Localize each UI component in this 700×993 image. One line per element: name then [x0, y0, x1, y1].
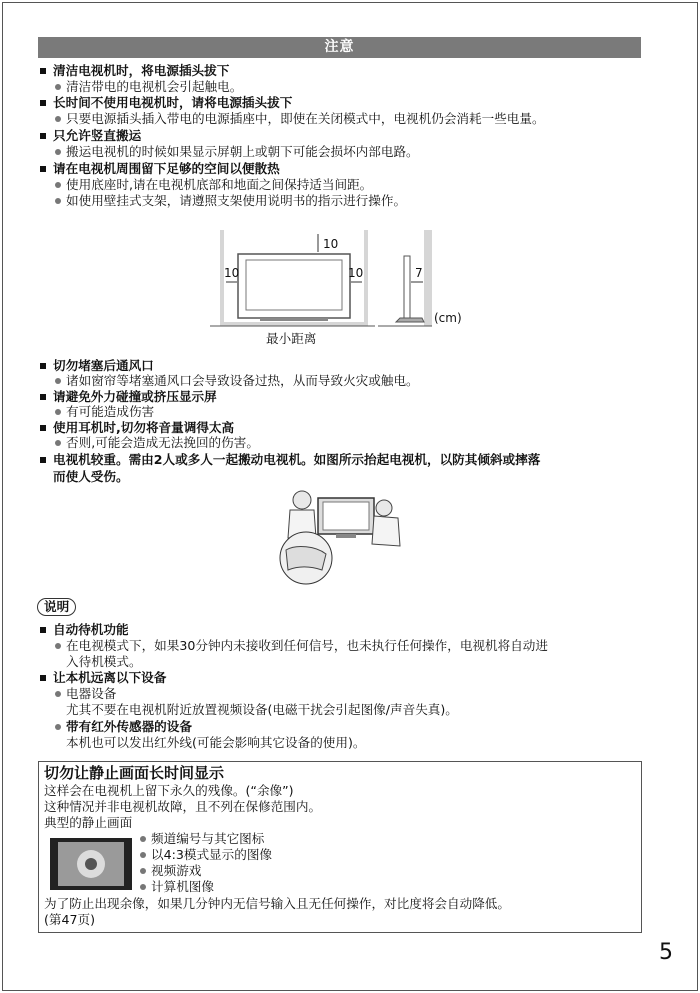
page-number: 5: [659, 940, 673, 965]
side-stand: [396, 318, 424, 322]
tv-screen: [246, 260, 342, 310]
tv-stand: [260, 318, 328, 321]
warning-note: 使用底座时,请在电视机底部和地面之间保持适当间距。: [66, 177, 373, 192]
flower-graphic: [77, 850, 105, 878]
bullet-dot: [55, 182, 61, 188]
bullet-square: [40, 363, 46, 369]
bullet-dot: [55, 198, 61, 204]
heavy-warning-cont: 而使人受伤。: [53, 469, 129, 484]
bullet-square: [40, 100, 46, 106]
keepaway-title: 让本机远离以下设备: [53, 670, 167, 685]
box-text: 这样会在电视机上留下永久的残像。(“余像”): [44, 783, 294, 798]
box-text: 这种情况并非电视机故障，且不列在保修范围内。: [44, 799, 322, 814]
heavy-warning: 电视机较重。需由2人或多人一起搬动电视机。如图所示抬起电视机，以防其倾斜或摔落: [53, 452, 541, 467]
keepaway-item: 电器设备: [66, 686, 117, 701]
warning-note: 有可能造成伤害: [66, 404, 155, 419]
top-clearance: 10: [323, 237, 339, 251]
bullet-square: [40, 394, 46, 400]
carried-tv-screen: [323, 502, 369, 530]
warning-title: 只允许竖直搬运: [53, 128, 142, 143]
bullet-dot: [55, 378, 61, 384]
keepaway-item-desc: 本机也可以发出红外线(可能会影响其它设备的使用)。: [66, 735, 366, 750]
warning-title: 请在电视机周围留下足够的空间以便散热: [53, 161, 280, 176]
bullet-dot: [55, 84, 61, 90]
bullet-square: [40, 166, 46, 172]
bullet-dot: [140, 868, 146, 874]
standby-text: 在电视模式下，如果30分钟内未接收到任何信号，也未执行任何操作，电视机将自动进: [66, 638, 548, 653]
standby-text-cont: 入待机模式。: [66, 654, 142, 669]
bullet-dot: [140, 852, 146, 858]
warning-note: 否则,可能会造成无法挽回的伤害。: [66, 435, 259, 450]
box-title: 切勿让静止画面长时间显示: [44, 764, 225, 782]
clearance-diagram: [210, 226, 500, 348]
keepaway-item: 带有红外传感器的设备: [66, 719, 192, 734]
warning-title: 请避免外力碰撞或挤压显示屏: [53, 389, 217, 404]
box-text: 为了防止出现余像，如果几分钟内无信号输入且无任何操作，对比度将会自动降低。: [44, 896, 510, 911]
bullet-dot: [55, 691, 61, 697]
bullet-dot: [55, 724, 61, 730]
bullet-dot: [140, 836, 146, 842]
side-clearance: 7: [415, 266, 423, 280]
standby-title: 自动待机功能: [53, 622, 129, 637]
still-item: 以4:3模式显示的图像: [151, 847, 273, 862]
still-image-thumbnail: [50, 838, 132, 890]
warning-note: 如使用壁挂式支架，请遵照支架使用说明书的指示进行操作。: [66, 193, 407, 208]
bullet-square: [40, 457, 46, 463]
unit-label: (cm): [434, 311, 462, 325]
carried-tv-stand: [336, 534, 356, 538]
bullet-square: [40, 675, 46, 681]
bullet-dot: [55, 149, 61, 155]
still-item: 频道编号与其它图标: [151, 831, 265, 846]
keepaway-item-desc: 尤其不要在电视机附近放置视频设备(电磁干扰会引起图像/声音失真)。: [66, 702, 458, 717]
tv-side: [404, 256, 410, 318]
bullet-square: [40, 133, 46, 139]
carry-tv-illustration: [276, 488, 418, 586]
bullet-dot: [55, 116, 61, 122]
bullet-dot: [55, 643, 61, 649]
bullet-square: [40, 68, 46, 74]
right-clearance: 10: [348, 266, 364, 280]
left-clearance: 10: [224, 266, 240, 280]
page-reference: (第47页): [44, 912, 96, 927]
warning-title: 清洁电视机时，将电源插头拔下: [53, 63, 230, 78]
diagram-caption: 最小距离: [266, 331, 317, 346]
hand-detail: [286, 547, 326, 570]
bullet-square: [40, 627, 46, 633]
person-left-head: [293, 491, 311, 509]
person-right-body: [372, 516, 400, 546]
warning-title: 长时间不使用电视机时，请将电源插头拔下: [53, 95, 293, 110]
warning-note: 清洁带电的电视机会引起触电。: [66, 79, 243, 94]
warning-title: 使用耳机时,切勿将音量调得太高: [53, 420, 235, 435]
still-item: 视频游戏: [151, 863, 202, 878]
person-right-head: [376, 500, 392, 516]
caution-header: 注意: [38, 37, 641, 58]
bullet-dot: [55, 440, 61, 446]
notes-tag: 说明: [37, 598, 76, 616]
warning-note: 只要电源插头插入带电的电源插座中，即使在关闭模式中，电视机仍会消耗一些电量。: [66, 111, 545, 126]
side-wall: [424, 230, 432, 326]
bullet-square: [40, 425, 46, 431]
bullet-dot: [55, 409, 61, 415]
warning-title: 切勿堵塞后通风口: [53, 358, 154, 373]
warning-note: 搬运电视机的时候如果显示屏朝上或朝下可能会损坏内部电路。: [66, 144, 419, 159]
bullet-dot: [140, 884, 146, 890]
warning-note: 诸如窗帘等堵塞通风口会导致设备过热，从而导致火灾或触电。: [66, 373, 419, 388]
still-item: 计算机图像: [151, 879, 214, 894]
box-text: 典型的静止画面: [44, 815, 133, 830]
